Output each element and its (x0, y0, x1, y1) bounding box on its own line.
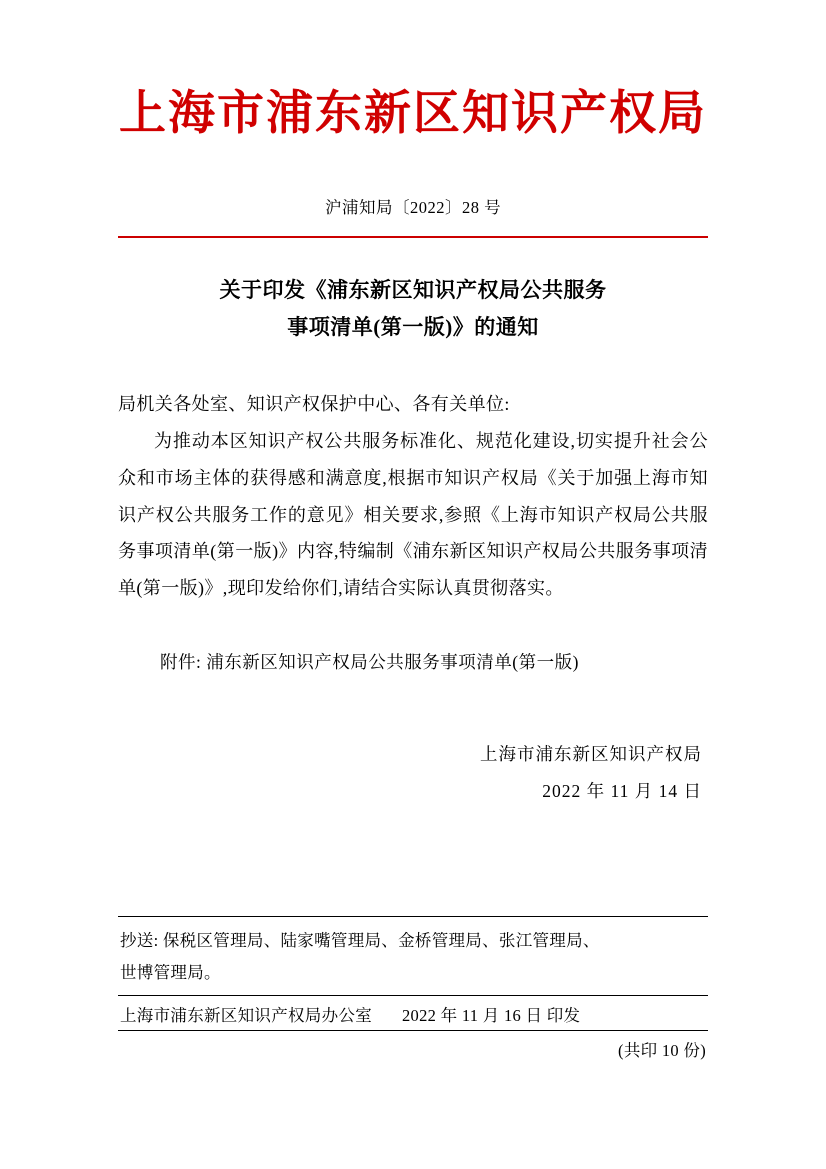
issue-date: 2022 年 11 月 16 日 印发 (402, 1006, 581, 1025)
document-footer (118, 916, 708, 1061)
signature-organization: 上海市浦东新区知识产权局 (480, 744, 702, 765)
page-title-line-1: 关于印发《浦东新区知识产权局公共服务 (219, 278, 607, 303)
carbon-copy-line-1: 抄送: 保税区管理局、陆家嘴管理局、金桥管理局、张江管理局、 (120, 930, 600, 950)
document-number: 沪浦知局〔2022〕28 号 (324, 198, 502, 218)
carbon-copy-block (118, 917, 708, 995)
red-divider (118, 236, 708, 238)
page-title (118, 272, 708, 346)
copies-count: (共印 10 份) (618, 1041, 706, 1060)
document-body (118, 386, 708, 607)
salutation: 局机关各处室、知识产权保护中心、各有关单位: (118, 393, 510, 414)
carbon-copy-line-2: 世博管理局。 (120, 962, 221, 982)
signature-block (118, 736, 708, 810)
masthead-title: 上海市浦东新区知识产权局 (119, 86, 707, 141)
signature-date: 2022 年 11 月 14 日 (542, 780, 702, 801)
attachment-note: 附件: 浦东新区知识产权局公共服务事项清单(第一版) (160, 652, 579, 673)
body-paragraph-1: 为推动本区知识产权公共服务标准化、规范化建设,切实提升社会公众和市场主体的获得感和满意度,根据市知识产权局《关于加强上海市知识产权公共服务工作的意见》相关要求,参照《上海市知识产权局公共服务事项清单(第一版)》内容,特编制《浦东新区知识产权局公共服务事项清单(第一版)》,现印发给你们,请结合实际认真贯彻落实。 (118, 430, 708, 599)
issuer-office: 上海市浦东新区知识产权局办公室 (120, 1006, 372, 1025)
page-title-line-2: 事项清单(第一版)》的通知 (287, 315, 539, 340)
issuer-row (118, 996, 708, 1030)
